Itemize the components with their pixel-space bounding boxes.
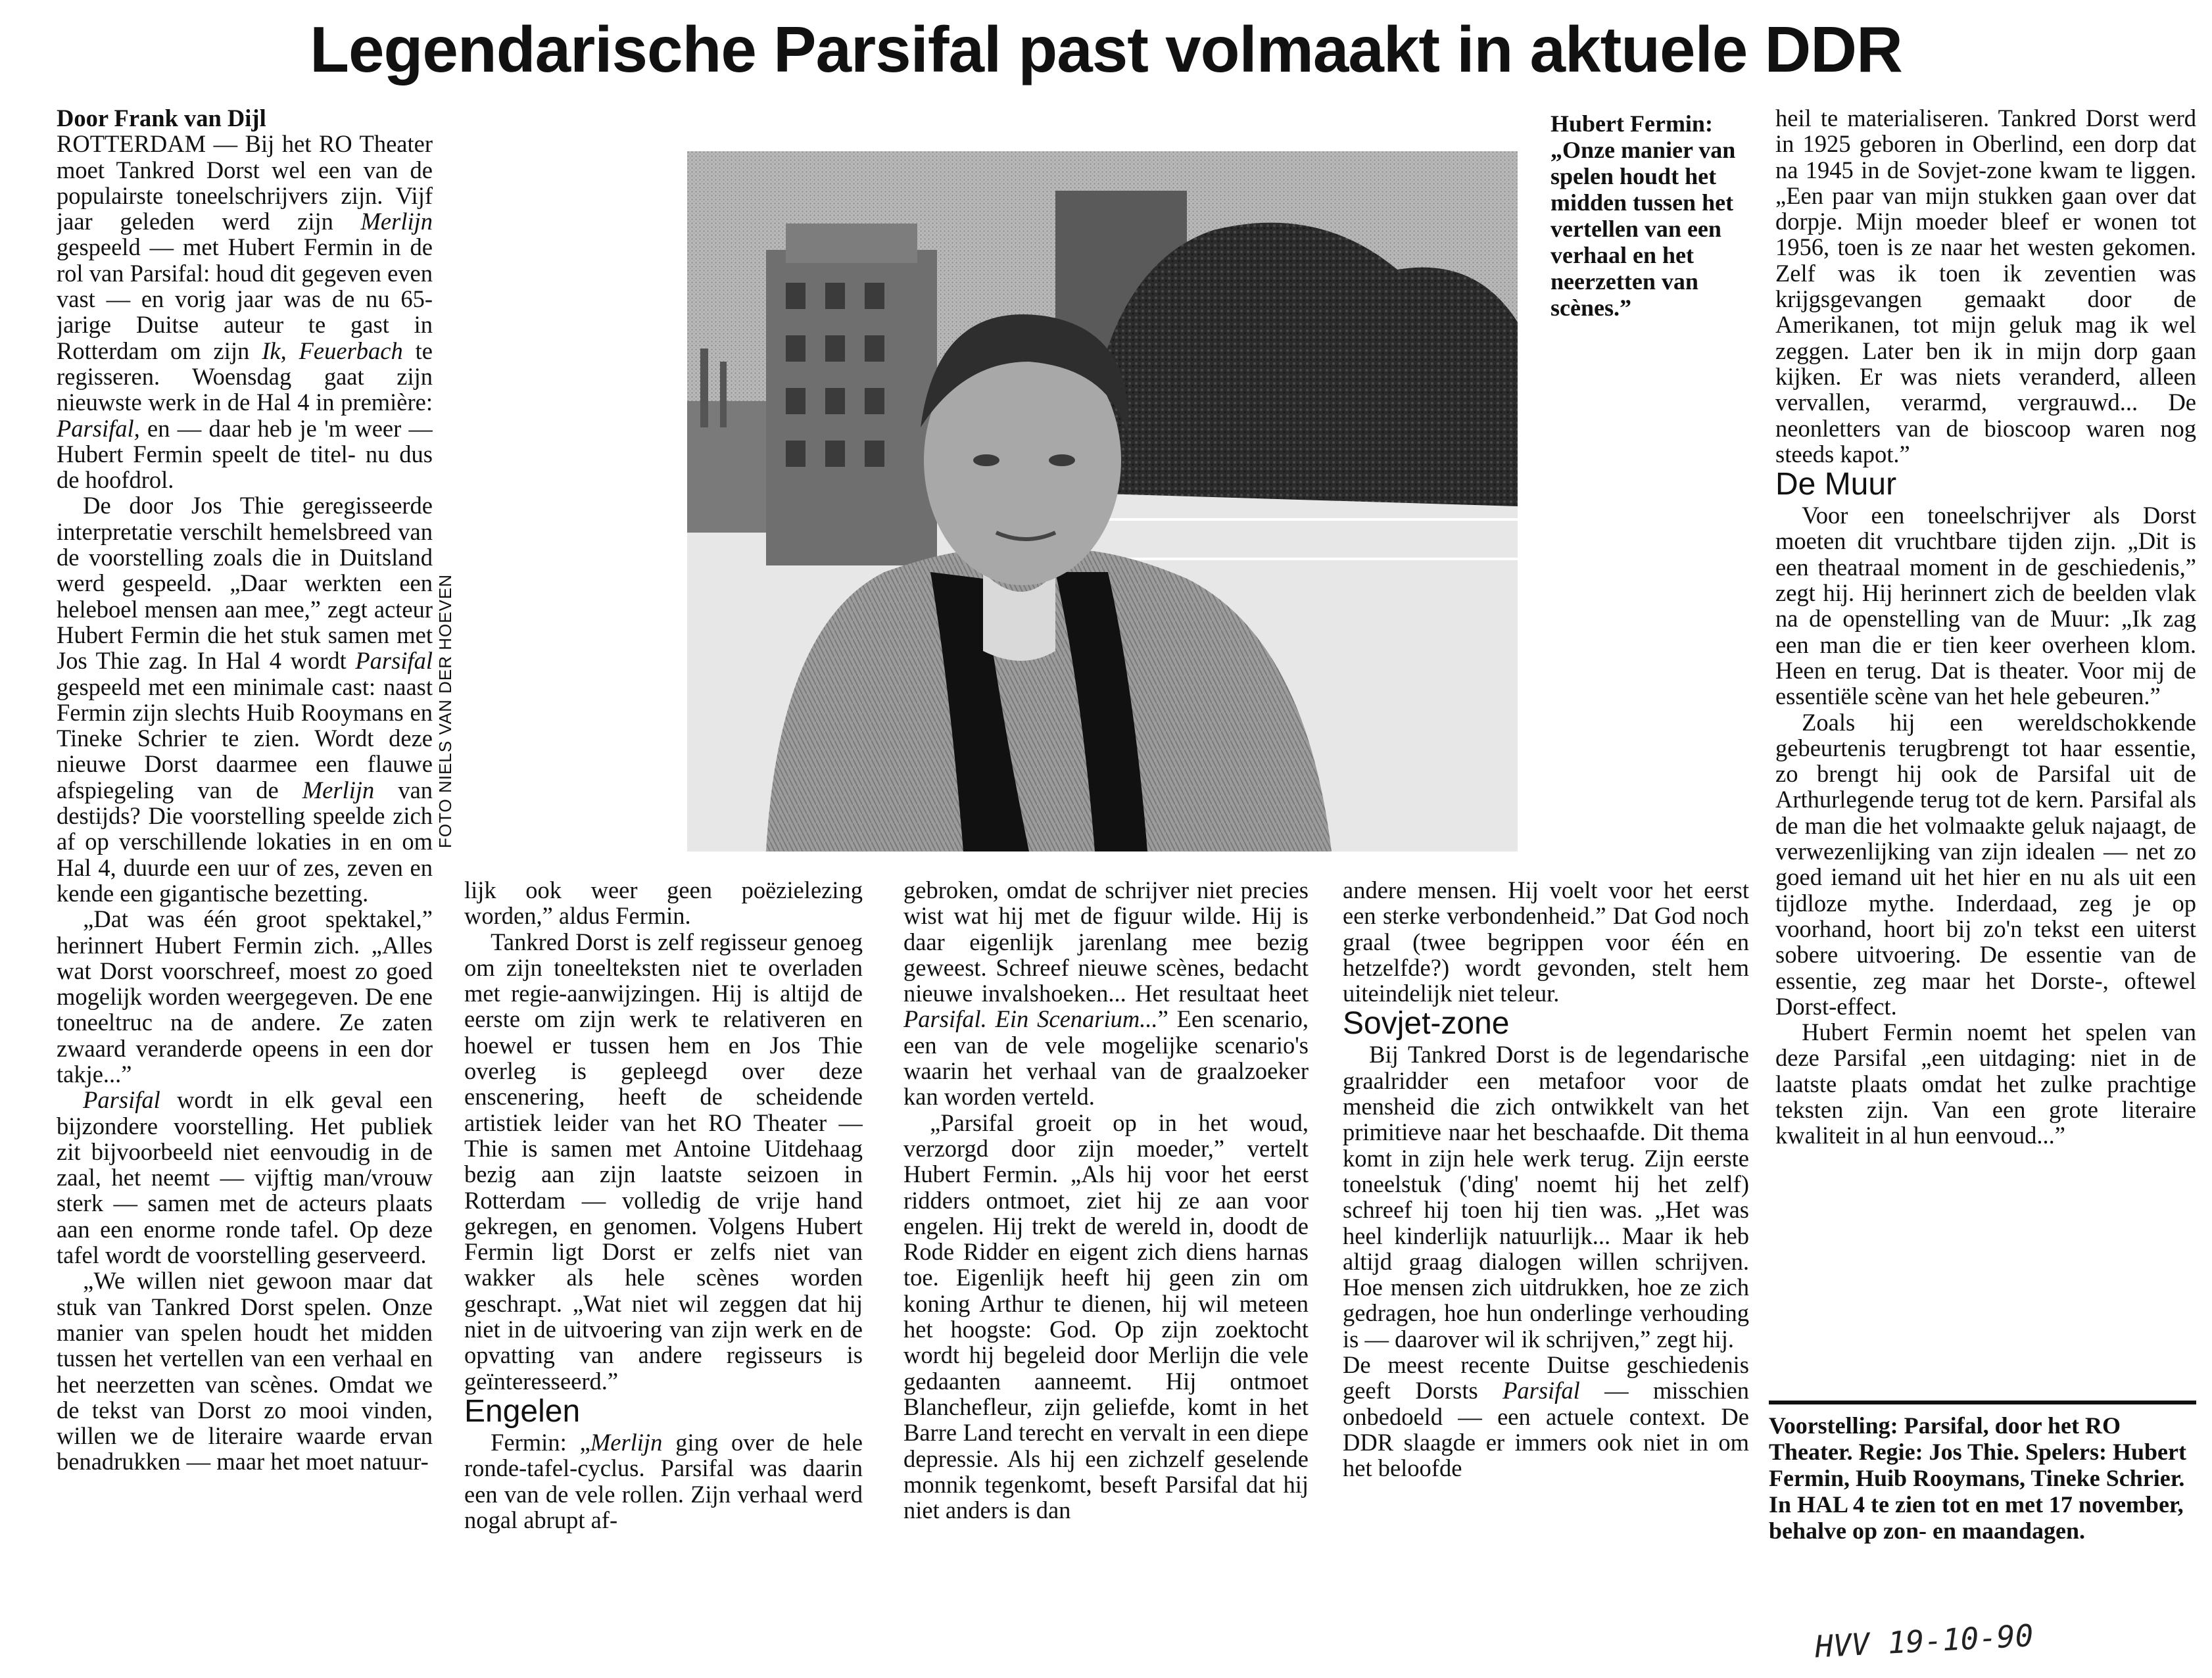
subheading-sovjet-zone: Sovjet-zone <box>1343 1006 1510 1042</box>
paragraph: heil te materialiseren. Tankred Dorst werd in 1925 geboren in Oberlind, een dorp dat na 1945 in de Sovjet-zone kwam te liggen. „Een paar van mijn stukken gaan over dat dorpje. Mijn moeder bleef er wonen tot 1956, toen is ze naar het westen gekomen. Zelf was ik toen ik zeventien was krijgsgevangen gemaakt door de Amerikanen, tot mijn geluk mag ik wel zeggen. Later ben ik in mijn dorp gaan kijken. Er was niets veranderd, alleen vervallen, verarmd, vergrauwd... De neonletters van de bioscoop waren nog steeds kapot.” <box>1775 105 2196 467</box>
paragraph: gebroken, omdat de schrijver niet precies wist wat hij met de figuur wilde. Hij is daar eigenlijk jarenlang mee bezig geweest. Schreef nieuwe scènes, bedacht nieuwe invalshoeken... Het resultaat heet Parsifal. Ein Scenarium...” Een scenario, een van de vele mogelijke scenario's waarin het verhaal van de graalzoeker kan worden verteld. <box>903 877 1309 1111</box>
paragraph: Parsifal wordt in elk geval een bijzondere voorstelling. Het publiek zit bijvoorbeeld niet eenvoudig in de zaal, het neemt — vijftig man/vrouw sterk — samen met de acteurs plaats aan een enorme ronde tafel. Op deze tafel wordt de voorstelling geserveerd. <box>57 1086 433 1269</box>
paragraph: Bij Tankred Dorst is de legendarische graalridder een metafoor voor de mensheid die zich ontwikkelt van het primitieve naar het beschaafde. Dit thema komt in zijn hele werk terug. Zijn eerste toneelstuk ('ding' noemt hij het zelf) schreef hij toen hij tien was. „Het was heel kinderlijk natuurlijk... Maar ik heb altijd graag dialogen willen schrijven. Hoe mensen zich uitdrukken, hoe ze zich gedragen, hoe hun onderlinge verhouding is — daarover wil ik schrijven,” zegt hij. <box>1343 1041 1749 1353</box>
paragraph: ROTTERDAM — Bij het RO Theater moet Tankred Dorst wel een van de populairste toneelschrijvers zijn. Vijf jaar geleden werd zijn Merlijn gespeeld — met Hubert Fermin in de rol van Parsifal: houd dit gegeven even vast — en vorig jaar was de nu 65-jarige Duitse auteur te gast in Rotterdam om zijn Ik, Feuerbach te regisseren. Woensdag gaat zijn nieuwste werk in de Hal 4 in première: Parsifal, en — daar heb je 'm weer — Hubert Fermin speelt de titel- nu dus de hoofdrol. <box>57 130 433 494</box>
pull-quote: Hubert Fermin: „Onze manier van spelen houdt het midden tussen het vertellen van een verhaal en het neerzetten van scènes.” <box>1551 110 1736 321</box>
photo-credit: FOTO NIELS VAN DER HOEVEN <box>435 573 455 848</box>
paragraph: lijk ook weer geen poëzielezing worden,” aldus Fermin. <box>464 877 863 930</box>
portrait-photo <box>687 151 1518 851</box>
headline: Legendarische Parsifal past volmaakt in aktuele DDR <box>310 13 1902 85</box>
paragraph: andere mensen. Hij voelt voor het eerst een sterke verbondenheid.” Dat God noch graal (twee begrippen voor één en hetzelfde?) wordt gevonden, stelt hem uiteindelijk niet teleur. <box>1343 877 1749 1007</box>
article-column-1 <box>57 105 433 1641</box>
byline: Door Frank van Dijl <box>57 105 266 132</box>
article-column-2 <box>464 877 863 1641</box>
paragraph: De meest recente Duitse geschiedenis geeft Dorsts Parsifal — misschien onbedoeld — een actuele context. De DDR slaagde er immers ook niet in om het beloofde <box>1343 1351 1749 1482</box>
article-column-3 <box>903 877 1309 1641</box>
article-column-5 <box>1775 105 2196 1394</box>
article-column-4 <box>1343 877 1749 1641</box>
subheading-de-muur: De Muur <box>1775 467 1897 502</box>
paragraph: Tankred Dorst is zelf regisseur genoeg om zijn toneelteksten niet te overladen met regie-aanwijzingen. Hij is altijd de eerste om zijn werk te relativeren en hoewel er tussen hem en Jos Thie overleg is gepleegd over deze enscenering, heeft de scheidende artistiek leider van het RO Theater — Thie is samen met Antoine Uitdehaag bezig aan zijn laatste seizoen in Rotterdam — volledig de vrije hand gekregen, en genomen. Volgens Hubert Fermin ligt Dorst er zelfs niet van wakker als hele scènes worden geschrapt. „Wat niet wil zeggen dat hij niet in de uitvoering van zijn werk en de opvatting van andere regisseurs is geïnteresseerd.” <box>464 928 863 1395</box>
paragraph: Voor een toneelschrijver als Dorst moeten dit vruchtbare tijden zijn. „Dit is een theatraal moment in de geschiedenis,” zegt hij. Hij herinnert zich de beelden vlak na de openstelling van de Muur: „Ik zag een man die er tien keer overheen klom. Heen en terug. Dat is theater. Voor mij de essentiële scène van het hele gebeuren.” <box>1775 502 2196 710</box>
handwritten-date-note: HVV 19-10-90 <box>1814 1618 2034 1665</box>
paragraph: De door Jos Thie geregisseerde interpretatie verschilt hemelsbreed van de voorstelling zoals die in Duitsland werd gespeeld. „Daar werkten een heleboel mensen aan mee,” zegt acteur Hubert Fermin die het stuk samen met Jos Thie zag. In Hal 4 wordt Parsifal gespeeld met een minimale cast: naast Fermin zijn slechts Huib Rooymans en Tineke Schrier te zien. Wordt deze nieuwe Dorst daarmee een flauwe afspiegeling van de Merlijn van destijds? Die voorstelling speelde zich af op verschillende lokaties in en om Hal 4, duurde een uur of zes, zeven en kende een gigantische bezetting. <box>57 492 433 907</box>
paragraph: „We willen niet gewoon maar dat stuk van Tankred Dorst spelen. Onze manier van spelen houdt het midden tussen het vertellen van een verhaal en het neerzetten van scènes. Omdat we de tekst van Dorst zo mooi vinden, willen we de literaire waarde ervan benadrukken — maar het moet natuur- <box>57 1267 433 1475</box>
paragraph: Zoals hij een wereldschokkende gebeurtenis terugbrengt tot haar essentie, zo brengt hij ook de Parsifal uit de Arthurlegende terug tot de kern. Parsifal als de man die het volmaakte geluk najaagt, de verwezenlijking van zijn idealen — net zo goed iemand uit het hier en nu als uit een tijdloze mythe. Inderdaad, zeg je op voorhand, hoort bij zo'n tekst een uiterst sobere uitvoering. De essentie van de essentie, zeg maar het Dorste-, oftewel Dorst-effect. <box>1775 708 2196 1020</box>
subheading-engelen: Engelen <box>464 1393 581 1429</box>
paragraph: Hubert Fermin noemt het spelen van deze Parsifal „een uitdaging: niet in de laatste plaats omdat het zulke prachtige teksten zijn. Van een grote literaire kwaliteit in al hun eenvoud...” <box>1775 1019 2196 1149</box>
paragraph: Fermin: „Merlijn ging over de hele ronde-tafel-cyclus. Parsifal was daarin een van de vele rollen. Zijn verhaal werd nogal abrupt af- <box>464 1428 863 1533</box>
production-info-box: Voorstelling: Parsifal, door het RO Theater. Regie: Jos Thie. Spelers: Hubert Fermin, Huib Rooymans, Tineke Schrier. In HAL 4 te zien tot en met 17 november, behalve op zon- en maandagen. <box>1769 1401 2196 1544</box>
paragraph: „Parsifal groeit op in het woud, verzorgd door zijn moeder,” vertelt Hubert Fermin. „Als hij voor het eerst ridders ontmoet, ziet hij ze aan voor engelen. Hij trekt de wereld in, doodt de Rode Ridder en eigent zich diens harnas toe. Eigenlijk heeft hij geen zin om koning Arthur te dienen, hij wil meteen het hoogste: God. Op zijn zoektocht wordt hij begeleid door Merlijn die vele gedaanten aanneemt. Hij ontmoet Blanchefleur, zijn geliefde, komt in het Barre Land terecht en vervalt in een diepe depressie. Als hij een zichzelf geselende monnik tegenkomt, beseft Parsifal dat hij niet anders is dan <box>903 1109 1309 1524</box>
paragraph: „Dat was één groot spektakel,” herinnert Hubert Fermin zich. „Alles wat Dorst voorschreef, moest zo goed mogelijk worden weergegeven. De ene toneeltruc na de andere. Ze zaten zwaard veranderde opeens in een dor takje...” <box>57 905 433 1088</box>
